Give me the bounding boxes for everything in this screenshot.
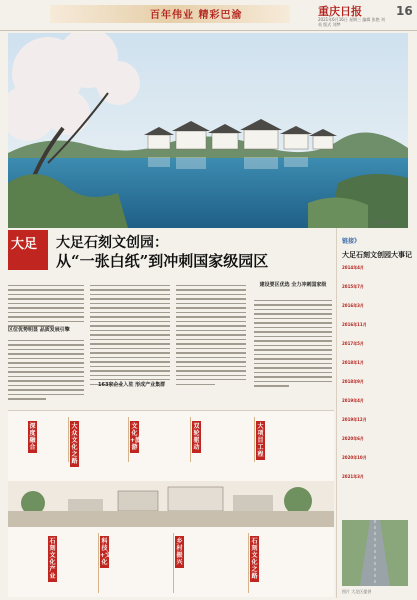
sidebar-entry: 2017年5月 [342,341,364,346]
subhead-2: 163家企业入驻 形成产业集群 [98,382,166,388]
info-label: 文化+旅游 [130,423,142,451]
info-label: 石刻文化之路 [251,538,258,580]
dateline: 2021年6月16日 星期三 编辑 张艳 刘英 版式 刘梦 [318,17,385,27]
sidebar-footer: 图片 大足区提供 [342,589,372,594]
sidebar-photo [342,520,408,586]
lake-landscape-photo [8,33,408,228]
region-tag [8,230,48,270]
subhead-3: 建设要区优选 全力冲刺国家级 [259,282,327,288]
timeline-infographic [8,410,334,597]
photo-credit: 大足区供图 [372,220,392,225]
sidebar-entry: 2015年7月 [342,284,364,289]
sidebar-entry: 2018年9月 [342,379,364,384]
sidebar-entry: 2019年4月 [342,398,364,403]
body-column-4 [254,300,332,387]
info-label: 石刻文化产业 [49,538,56,580]
info-label: 科技+文化 [100,538,112,566]
sidebar-entry: 2016年3月 [342,303,364,308]
body-column-3 [176,285,246,385]
newspaper-logo: 重庆日报 [318,5,362,18]
banner-title: 百年伟业 精彩巴渝 [150,10,243,21]
sidebar-entry: 2020年6月 [342,436,364,441]
body-column-1b [8,340,84,400]
info-label: 大项目工程 [257,423,264,458]
subhead-1: 区位优势明显 品质发展引擎 [8,327,70,333]
body-column-1 [8,285,84,327]
sidebar-title: 大足石刻文创园大事记 [342,251,412,259]
body-column-2 [90,285,170,385]
sidebar-entry: 2016年11月 [342,322,367,327]
headline-line-2: 从“一张白纸”到冲刺国家级园区 [56,252,269,270]
info-label: 大众文化之路 [71,423,78,465]
sidebar-entry: 2018年1月 [342,360,364,365]
sidebar-entry: 2021年3月 [342,474,364,479]
region-tag-text: 大足 [11,237,38,252]
headline-line-1: 大足石刻文创园： [56,235,168,251]
page-number: 16 [396,4,413,18]
page-header [0,0,417,31]
info-label: 双轮驱动 [193,423,200,451]
sidebar-tag: 链接》 [342,238,361,245]
sidebar-entry: 2014年4月 [342,265,364,270]
info-label: 深度融合 [29,423,36,451]
info-label: 乡村振兴 [176,538,183,566]
architecture-illustration [8,481,334,527]
sidebar-entry: 2019年12月 [342,417,367,422]
sidebar-entry: 2020年10月 [342,455,367,460]
